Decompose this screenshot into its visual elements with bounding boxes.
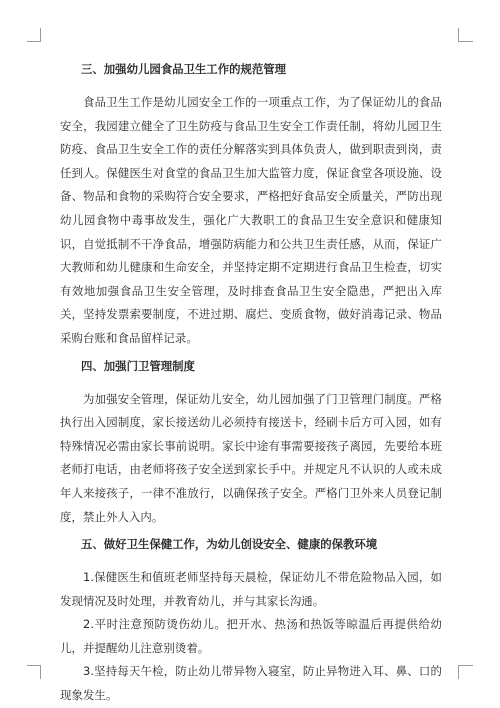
crop-mark-bottom-right [458, 665, 459, 679]
section-heading: 四、加强门卫管理制度 [81, 358, 195, 373]
section-heading: 五、做好卫生保健工作，为幼儿创设安全、健康的保教环境 [81, 537, 378, 552]
document-body [60, 60, 442, 708]
crop-mark-bottom-left [27, 665, 41, 666]
paragraph: 为加强安全管理，保证幼儿安全，幼儿园加强了门卫管理门制度。严格执行出入园制度，家长接送幼儿必须持有接送卡，经刷卡后方可入园，如有特殊情况必需由家长事前说明。家长中途有事需要接孩子离园，先要给本班老师打电话，由老师将孩子安全送到家长手中。并规定凡不认识的人或未成年人来接孩子，一律不准放行，以确保孩子安全。严格门卫外来人员登记制度，禁止外人入内。 [60, 391, 442, 524]
crop-mark-bottom-right [459, 665, 473, 666]
crop-mark-top-right [459, 41, 473, 42]
paragraph: 3.坚持每天午检，防止幼儿带异物入寝室，防止异物进入耳、鼻、口的现象发生。 [60, 664, 442, 703]
section-heading: 三、加强幼儿园食品卫生工作的规范管理 [81, 62, 287, 76]
paragraph: 1.保健医生和值班老师坚持每天晨检，保证幼儿不带危险物品入园，如发现情况及时处理，并教育幼儿，并与其家长沟通。 [60, 570, 442, 608]
paragraph: 2.平时注意预防烫伤幼儿。把开水、热汤和热饭等晾温后再提供给幼儿，并提醒幼儿注意别烫着。 [60, 617, 442, 655]
crop-mark-top-left [40, 28, 41, 42]
paragraph: 食品卫生工作是幼儿园安全工作的一项重点工作，为了保证幼儿的食品安全，我园建立健全了卫生防疫与食品卫生安全工作责任制，将幼儿园卫生防疫、食品卫生安全工作的责任分解落实到具体负责人，做到职责到岗，责任到人。保健医生对食堂的食品卫生加大监管力度，保证食堂各项设施、设备、物品和食物的采购符合安全要求，严格把好食品安全质量关，严防出现幼儿园食物中毒事故发生，强化广大教职工的食品卫生安全意识和健康知识，自觉抵制不干净食品，增强防病能力和公共卫生责任感，从而，保证广大教师和幼儿健康和生命安全，并坚持定期不定期进行食品卫生检查，切实有效地加强食品卫生安全管理，及时排查食品卫生安全隐患，严把出入库关，坚持发票索要制度，不进过期、腐烂、变质食物，做好消毒记录、物品采购台账和食品留样记录。 [60, 95, 442, 345]
crop-mark-top-left [27, 41, 41, 42]
crop-mark-top-right [458, 28, 459, 42]
crop-mark-bottom-left [40, 665, 41, 679]
